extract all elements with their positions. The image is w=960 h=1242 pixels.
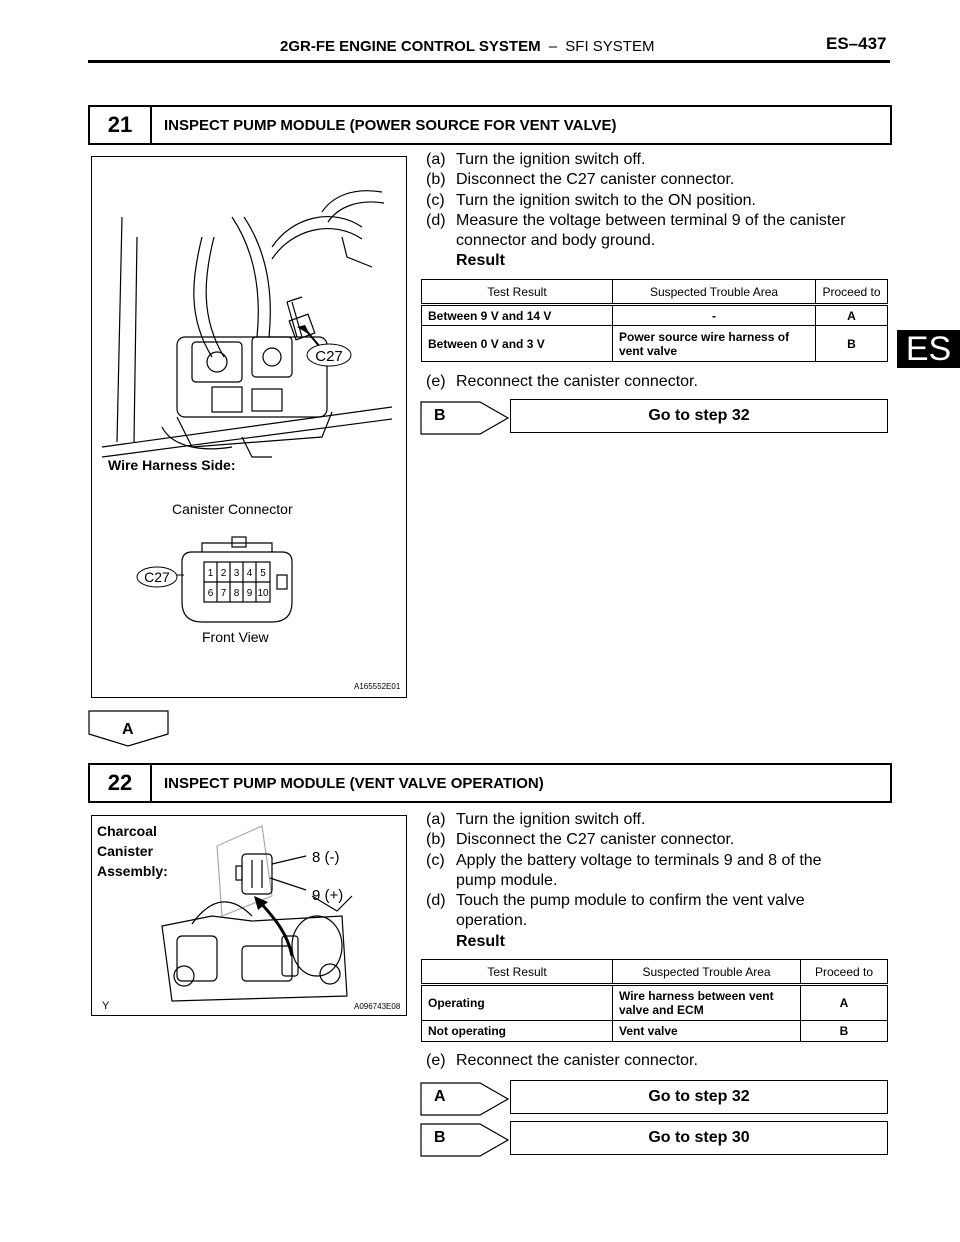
instruction-a: Turn the ignition switch off. <box>456 151 646 168</box>
instruction-c: Turn the ignition switch to the ON position. <box>456 191 756 209</box>
branch-b-arrow <box>420 396 512 436</box>
terminal-8-label: 8 (-) <box>312 849 340 866</box>
col-proceed-to: Proceed to <box>801 960 888 985</box>
pin-5: 5 <box>260 568 266 579</box>
go-to-step-30-link[interactable]: Go to step 30 <box>510 1121 888 1155</box>
table-row: Between 9 V and 14 V - A <box>422 305 888 326</box>
instruction-b: Disconnect the C27 canister connector. <box>456 171 735 189</box>
pin-3: 3 <box>233 568 240 579</box>
step-22-instructions: (a) Turn the ignition switch off. (b) Disconnect the C27 canister connector. (c) Apply the battery voltage to terminals 9 and 8 of the pump module. (d) Touch the pump module to confirm the vent valve operation. Result <box>426 810 886 952</box>
pin-10: 10 <box>257 588 269 599</box>
step-number: 21 <box>90 107 152 143</box>
branch-b-label: B <box>434 1129 446 1146</box>
figure-id: A165552E01 <box>354 682 401 691</box>
col-proceed-to: Proceed to <box>816 280 888 305</box>
wire-harness-label: Wire Harness Side: <box>108 457 236 473</box>
instruction-d: Touch the pump module to confirm the vent valve <box>456 892 805 910</box>
header-title <box>280 38 654 55</box>
table-row: Not operating Vent valve B <box>422 1021 888 1042</box>
instruction-e: (e) Reconnect the canister connector. <box>426 373 698 390</box>
terminal-9-label: 9 (+) <box>312 887 344 904</box>
step-title: INSPECT PUMP MODULE (VENT VALVE OPERATION) <box>164 774 544 792</box>
step-22-header <box>88 763 892 803</box>
branch-a-label: A <box>122 721 134 738</box>
step-title: INSPECT PUMP MODULE (POWER SOURCE FOR VENT VALVE) <box>164 116 617 134</box>
step-22-result-table <box>421 959 888 1042</box>
assembly-label-1: Charcoal <box>97 823 157 839</box>
connector-drawing <box>182 537 292 622</box>
pin-9: 9 <box>246 588 253 599</box>
connector-callout-2: C27 <box>144 569 170 585</box>
instruction-d-cont: operation. <box>456 912 528 930</box>
pin-8: 8 <box>233 588 240 599</box>
front-view-label: Front View <box>202 629 269 645</box>
go-to-step-32-link[interactable]: Go to step 32 <box>510 399 888 433</box>
figure-wire-harness <box>91 156 407 698</box>
step-21-instructions: (a) Turn the ignition switch off. (b) Disconnect the C27 canister connector. (c) Turn the ignition switch to the ON position. (d) Measure the voltage between terminal 9 of the canister connector and body ground. Result <box>426 150 886 272</box>
pin-2: 2 <box>220 568 227 579</box>
pin-4: 4 <box>246 568 253 579</box>
branch-a-label: A <box>434 1088 446 1105</box>
step-number: 22 <box>90 765 152 801</box>
pin-7: 7 <box>220 588 227 599</box>
header-separator: – <box>548 38 558 55</box>
instruction-d-cont: connector and body ground. <box>456 232 656 250</box>
result-label: Result <box>456 252 505 270</box>
instruction-c: Apply the battery voltage to terminals 9 and 8 of the <box>456 851 822 869</box>
instruction-b: Disconnect the C27 canister connector. <box>456 831 735 849</box>
table-row: Between 0 V and 3 V Power source wire harness of vent valve B <box>422 326 888 362</box>
instruction-d: Measure the voltage between terminal 9 of the canister <box>456 211 846 229</box>
branch-b-arrow-22 <box>420 1118 512 1158</box>
go-to-step-32-link[interactable]: Go to step 32 <box>510 1080 888 1114</box>
result-label: Result <box>456 932 505 950</box>
corner-mark: Y <box>102 1000 110 1012</box>
step-21-result-table <box>421 279 888 362</box>
col-suspected-area: Suspected Trouble Area <box>613 280 816 305</box>
instruction-c-cont: pump module. <box>456 871 558 889</box>
branch-a-arrow <box>88 706 170 748</box>
figure-id: A096743E08 <box>354 1002 401 1011</box>
section-tab: ES <box>897 330 960 368</box>
canister-connector-label: Canister Connector <box>172 501 293 517</box>
col-suspected-area: Suspected Trouble Area <box>613 960 801 985</box>
header-rule <box>88 60 890 63</box>
assembly-label-3: Assembly: <box>97 863 168 879</box>
branch-a-arrow-22 <box>420 1077 512 1117</box>
figure-charcoal-canister <box>91 815 407 1016</box>
branch-b-label: B <box>434 407 446 424</box>
subsection-title: SFI SYSTEM <box>565 38 655 55</box>
page-code: ES–437 <box>826 34 887 53</box>
canister-illustration <box>92 157 406 697</box>
step-21-header <box>88 105 892 145</box>
col-test-result: Test Result <box>422 960 613 985</box>
connector-callout: C27 <box>315 348 343 365</box>
assembly-label-2: Canister <box>97 843 154 859</box>
table-row: Operating Wire harness between vent valve and ECM A <box>422 985 888 1021</box>
instruction-a: Turn the ignition switch off. <box>456 811 646 828</box>
pin-6: 6 <box>207 588 214 599</box>
pin-1: 1 <box>207 568 214 579</box>
instruction-e: (e) Reconnect the canister connector. <box>426 1052 698 1069</box>
section-title: 2GR-FE ENGINE CONTROL SYSTEM <box>280 38 541 55</box>
canister-assembly-illustration <box>92 816 406 1015</box>
col-test-result: Test Result <box>422 280 613 305</box>
